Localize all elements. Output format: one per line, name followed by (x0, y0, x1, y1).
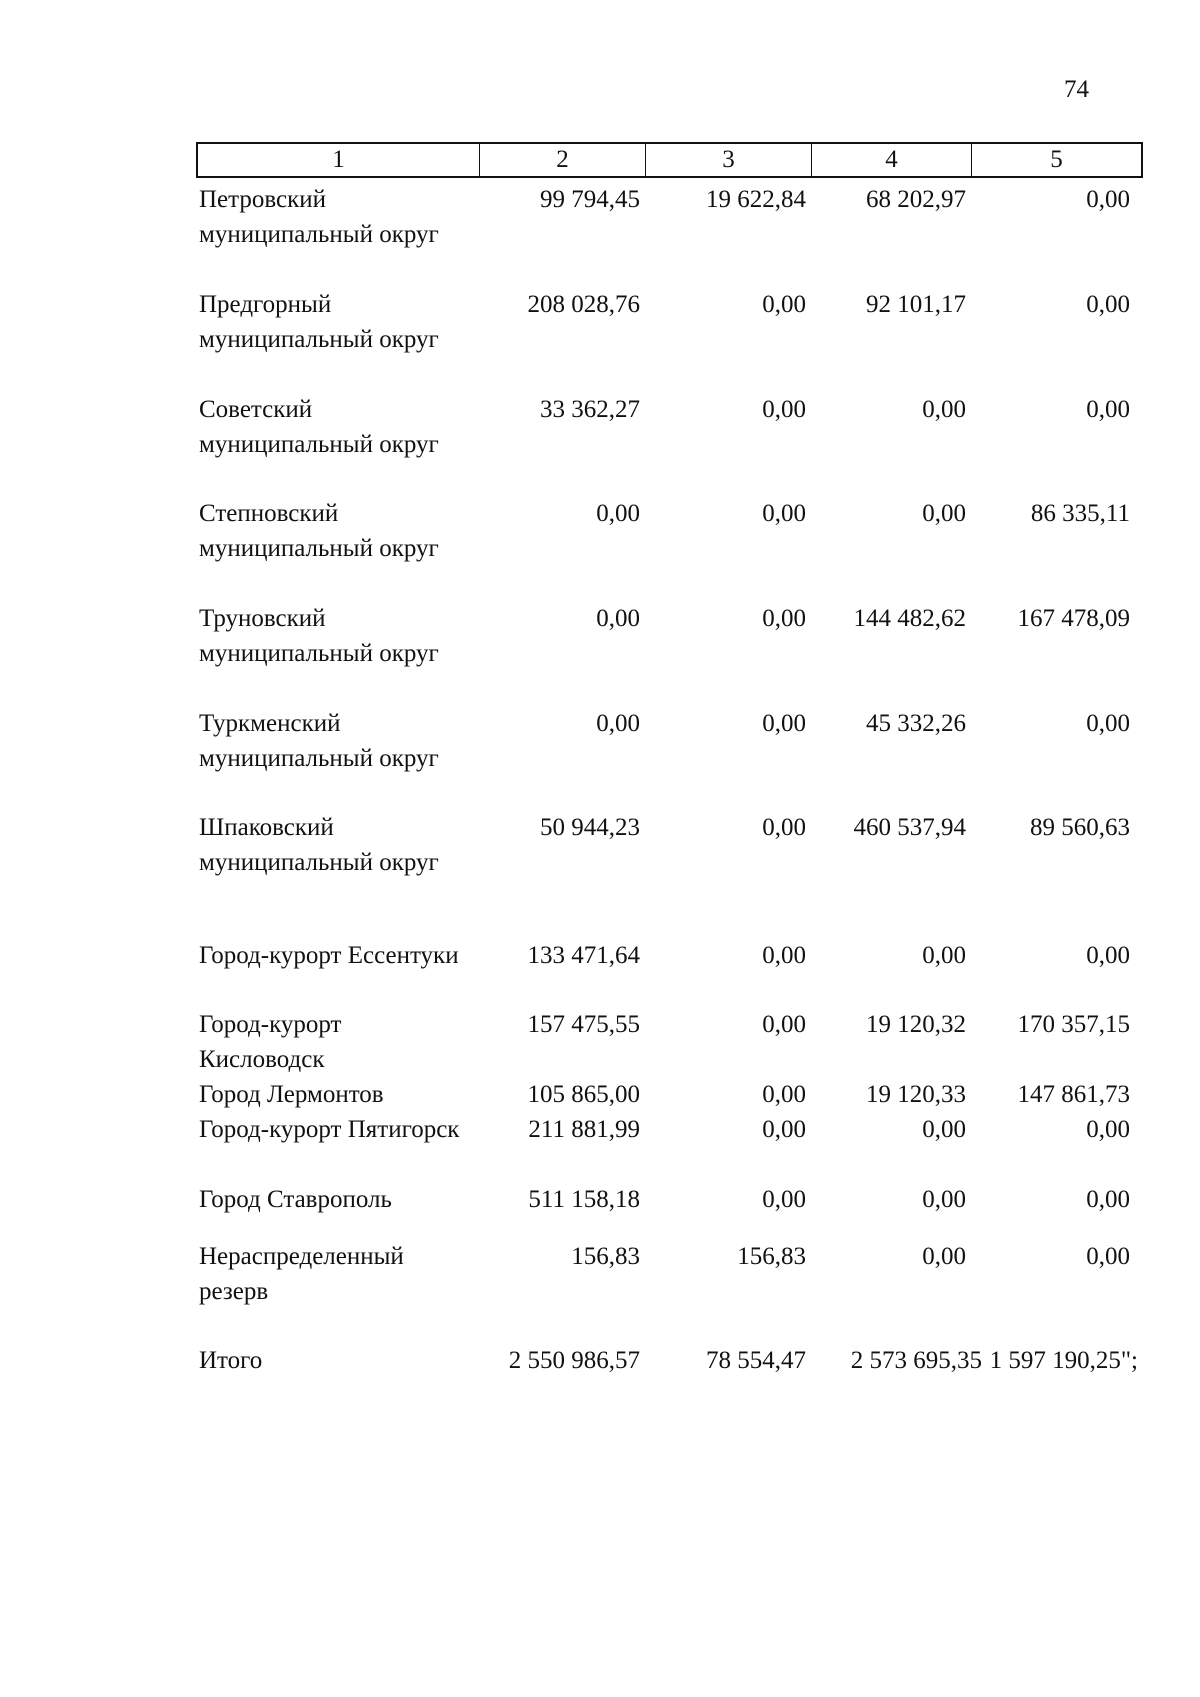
total-label: Итого (199, 1347, 263, 1374)
total-col-3: 78 554,47 (706, 1347, 806, 1374)
cell-col-2: 105 865,00 (527, 1081, 640, 1108)
cell-col-4: 19 120,33 (866, 1081, 966, 1108)
cell-col-4: 0,00 (922, 1186, 966, 1213)
cell-col-4: 0,00 (922, 396, 966, 423)
cell-col-4: 0,00 (922, 1243, 966, 1270)
cell-col-3: 0,00 (762, 1186, 806, 1213)
cell-col-5: 0,00 (1086, 710, 1130, 737)
cell-col-2: 33 362,27 (540, 396, 640, 423)
cell-col-5: 0,00 (1086, 291, 1130, 318)
cell-col-3: 156,83 (737, 1243, 806, 1270)
header-col-4: 4 (811, 144, 971, 176)
cell-col-3: 0,00 (762, 1011, 806, 1038)
cell-col-3: 0,00 (762, 605, 806, 632)
cell-col-2: 157 475,55 (527, 1011, 640, 1038)
row-name: Город-курорт Пятигорск (199, 1116, 460, 1143)
total-col-4: 2 573 695,35 (850, 1347, 982, 1374)
cell-col-3: 0,00 (762, 291, 806, 318)
cell-col-3: 0,00 (762, 814, 806, 841)
cell-col-3: 19 622,84 (706, 186, 806, 213)
row-name: Советский муниципальный округ (199, 396, 439, 458)
cell-col-5: 0,00 (1086, 186, 1130, 213)
cell-col-2: 50 944,23 (540, 814, 640, 841)
cell-col-5: 86 335,11 (1030, 500, 1130, 527)
cell-col-5: 170 357,15 (1017, 1011, 1130, 1038)
cell-col-4: 68 202,97 (866, 186, 966, 213)
header-col-2: 2 (479, 144, 645, 176)
cell-col-2: 211 881,99 (528, 1116, 640, 1143)
table-header (196, 142, 1143, 178)
cell-col-5: 0,00 (1086, 942, 1130, 969)
cell-col-2: 99 794,45 (540, 186, 640, 213)
cell-col-3: 0,00 (762, 710, 806, 737)
cell-col-5: 89 560,63 (1030, 814, 1130, 841)
cell-col-5: 0,00 (1086, 396, 1130, 423)
cell-col-5: 167 478,09 (1017, 605, 1130, 632)
cell-col-5: 0,00 (1086, 1243, 1130, 1270)
cell-col-2: 156,83 (571, 1243, 640, 1270)
cell-col-3: 0,00 (762, 1081, 806, 1108)
cell-col-4: 45 332,26 (866, 710, 966, 737)
row-name: Петровский муниципальный округ (199, 186, 439, 248)
cell-col-5: 0,00 (1086, 1116, 1130, 1143)
cell-col-3: 0,00 (762, 1116, 806, 1143)
page-number: 74 (1064, 76, 1089, 103)
cell-col-3: 0,00 (762, 500, 806, 527)
cell-col-4: 0,00 (922, 942, 966, 969)
cell-col-5: 0,00 (1086, 1186, 1130, 1213)
cell-col-2: 0,00 (596, 605, 640, 632)
cell-col-3: 0,00 (762, 942, 806, 969)
row-name: Степновский муниципальный округ (199, 500, 439, 562)
cell-col-4: 92 101,17 (866, 291, 966, 318)
cell-col-4: 0,00 (922, 1116, 966, 1143)
row-name: Туркменский муниципальный округ (199, 710, 439, 772)
cell-col-2: 208 028,76 (527, 291, 640, 318)
header-col-5: 5 (971, 144, 1141, 176)
cell-col-2: 511 158,18 (528, 1186, 640, 1213)
cell-col-2: 133 471,64 (527, 942, 640, 969)
header-col-3: 3 (645, 144, 811, 176)
cell-col-4: 19 120,32 (866, 1011, 966, 1038)
row-name: Город-курорт Кисловодск (199, 1011, 342, 1073)
row-name: Город Ставрополь (199, 1186, 392, 1213)
cell-col-2: 0,00 (596, 710, 640, 737)
row-name: Город Лермонтов (199, 1081, 384, 1108)
cell-col-2: 0,00 (596, 500, 640, 527)
cell-col-3: 0,00 (762, 396, 806, 423)
row-name: Город-курорт Ессентуки (199, 942, 459, 969)
total-col-2: 2 550 986,57 (508, 1347, 640, 1374)
cell-col-4: 460 537,94 (853, 814, 966, 841)
cell-col-4: 144 482,62 (853, 605, 966, 632)
row-name: Нераспределенный резерв (199, 1243, 404, 1305)
row-name: Предгорный муниципальный округ (199, 291, 439, 353)
cell-col-4: 0,00 (922, 500, 966, 527)
header-col-1: 1 (332, 146, 345, 173)
row-name: Труновский муниципальный округ (199, 605, 439, 667)
total-col-5: 1 597 190,25"; (989, 1347, 1138, 1374)
row-name: Шпаковский муниципальный округ (199, 814, 439, 876)
cell-col-5: 147 861,73 (1017, 1081, 1130, 1108)
